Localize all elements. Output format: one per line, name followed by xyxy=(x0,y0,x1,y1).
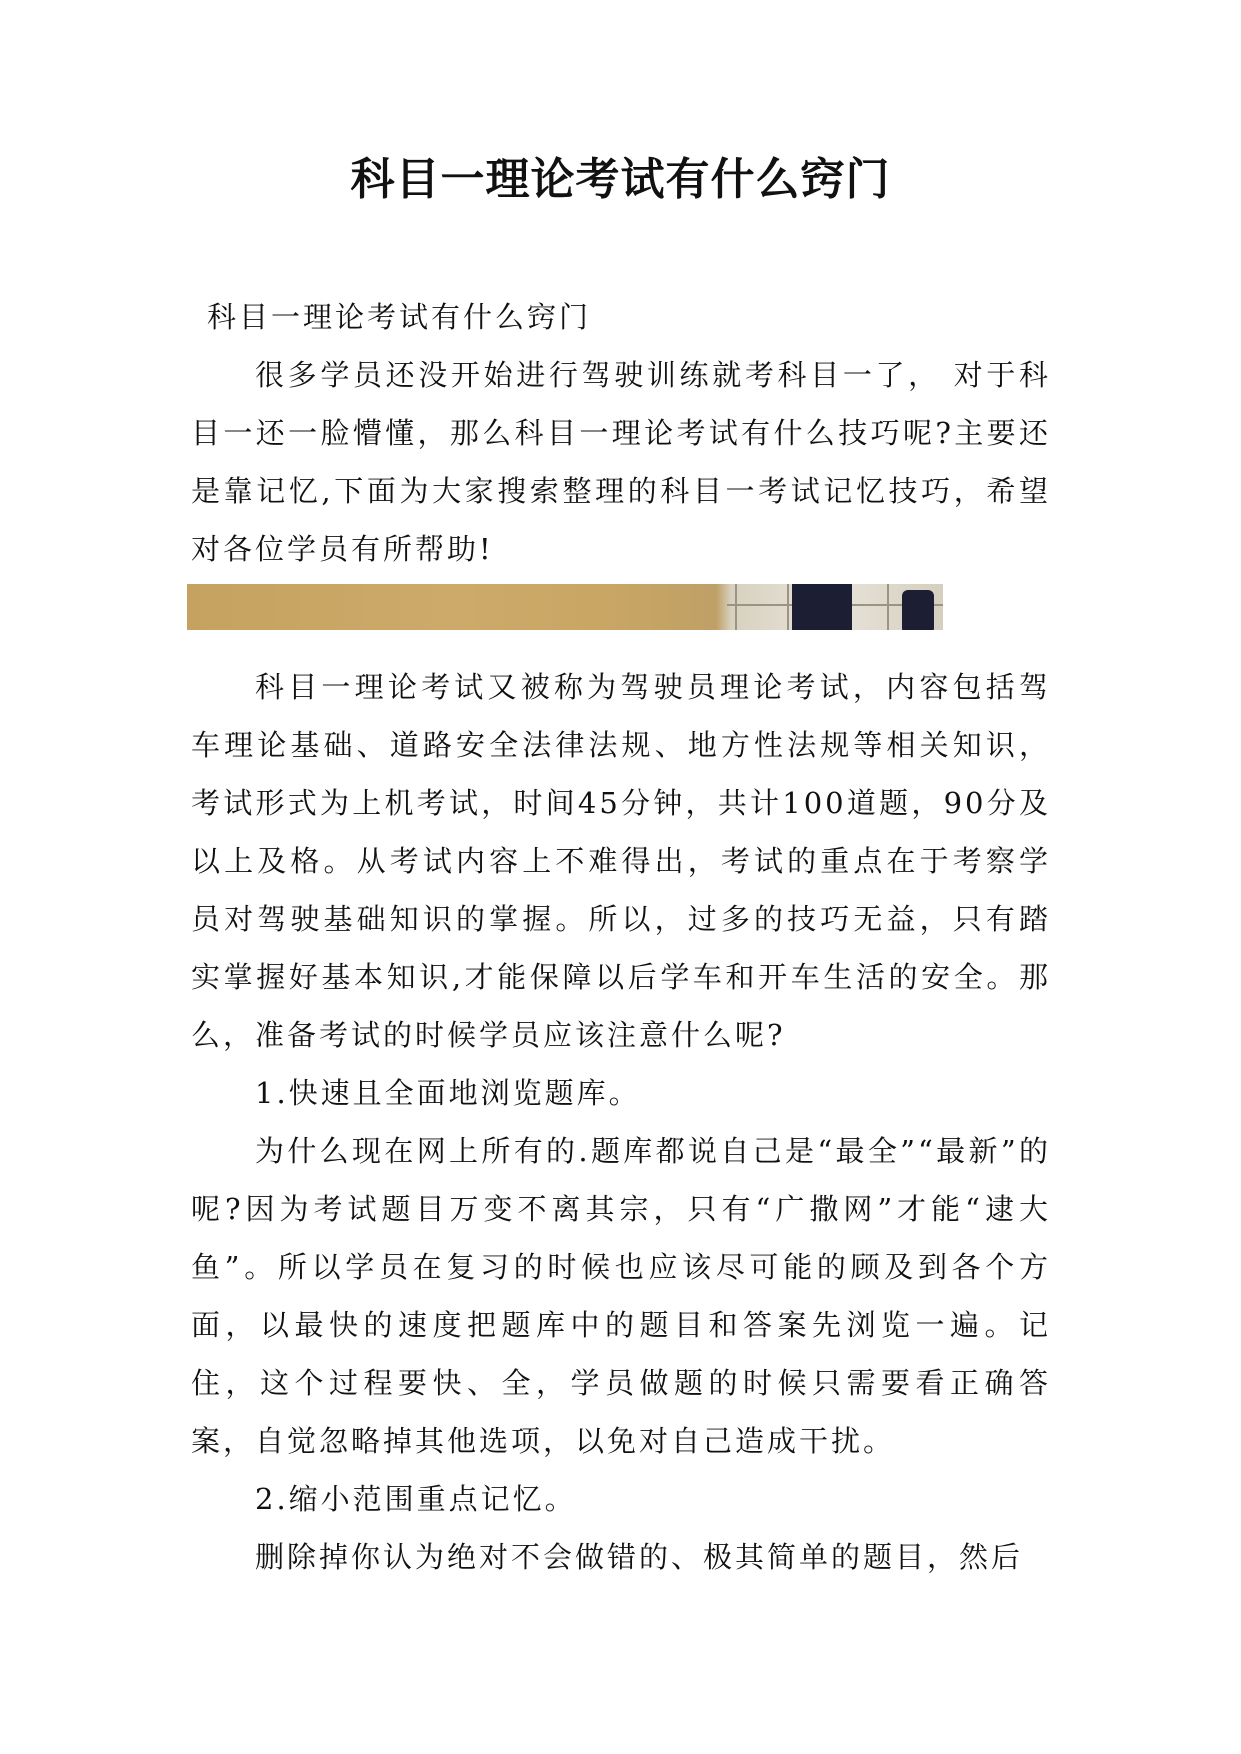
document-subtitle: 科目一理论考试有什么窍门 xyxy=(207,300,592,334)
paragraph-intro: 很多学员还没开始进行驾驶训练就考科目一了， 对于科目一还一脸懵懂，那么科目一理论考试有什么技巧呢?主要还是靠记忆,下面为大家搜索整理的科目一考试记忆技巧，希望对各位学员有所帮助! xyxy=(191,358,1051,566)
document-body xyxy=(191,288,1051,1586)
tip-heading-2: 2.缩小范围重点记忆。 xyxy=(255,1482,577,1516)
tip-heading-1: 1.快速且全面地浏览题库。 xyxy=(255,1076,641,1110)
paragraph-tip-2: 删除掉你认为绝对不会做错的、极其简单的题目，然后 xyxy=(255,1540,1024,1574)
paragraph-overview: 科目一理论考试又被称为驾驶员理论考试，内容包括驾车理论基础、道路安全法律法规、地方性法规等相关知识，考试形式为上机考试，时间45分钟，共计100道题，90分及以上及格。从考试内容上不难得出，考试的重点在于考察学员对驾驶基础知识的掌握。所以，过多的技巧无益，只有踏实掌握好基本知识,才能保障以后学车和开车生活的安全。那么，准备考试的时候学员应该注意什么呢? xyxy=(191,670,1051,1052)
paragraph-tip-1: 为什么现在网上所有的.题库都说自己是“最全”“最新”的呢?因为考试题目万变不离其宗，只有“广撒网”才能“逮大鱼”。所以学员在复习的时候也应该尽可能的顾及到各个方面，以最快的速度把题库中的题目和答案先浏览一遍。记住，这个过程要快、全，学员做题的时候只需要看正确答案，自觉忽略掉其他选项，以免对自己造成干扰。 xyxy=(191,1134,1051,1458)
document-title: 科目一理论考试有什么窍门 xyxy=(350,154,891,205)
cropped-photo xyxy=(187,584,943,630)
